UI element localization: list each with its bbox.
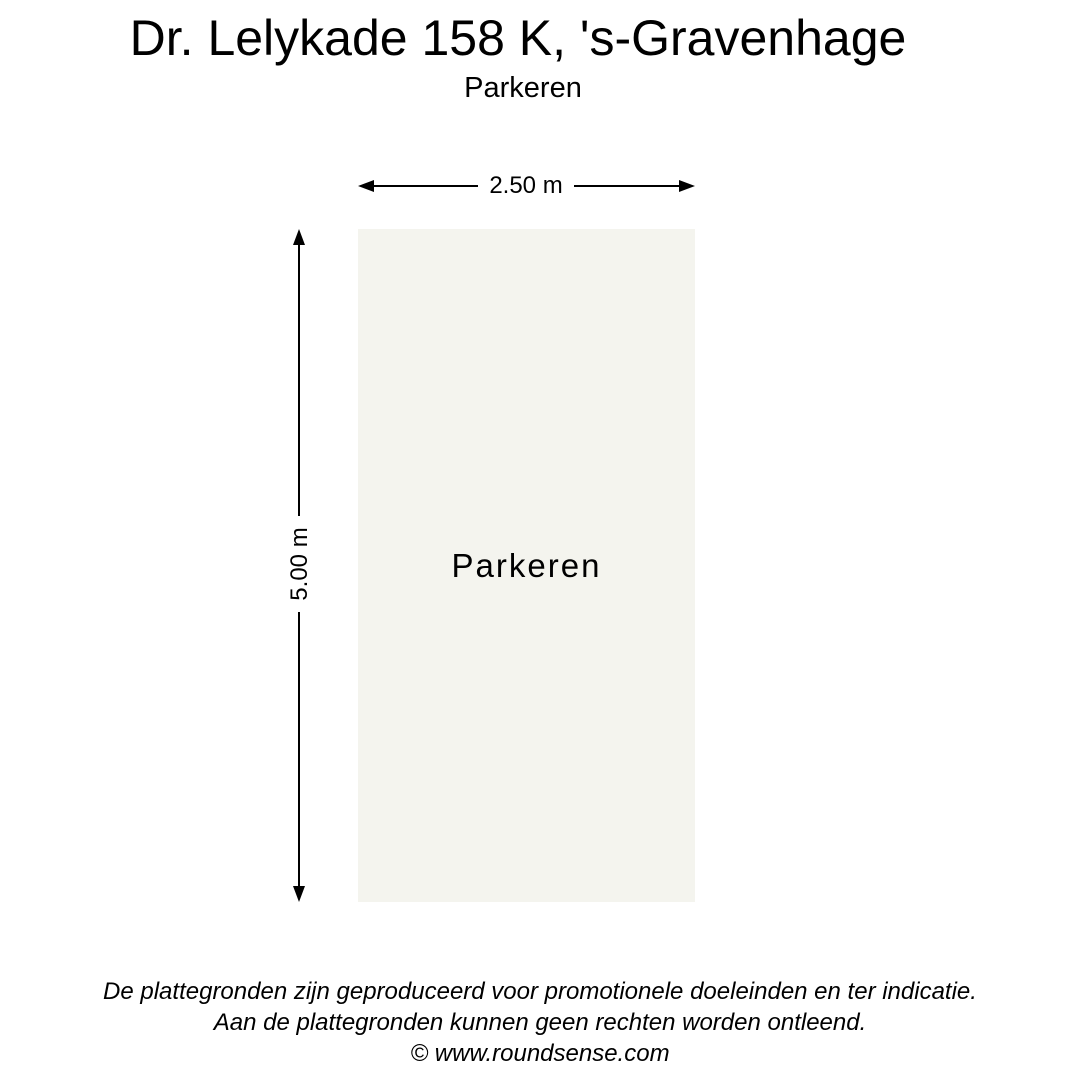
disclaimer-line: De plattegronden zijn geproduceerd voor promotionele doeleinden en ter indicatie. (103, 978, 977, 1005)
disclaimer-line: Aan de plattegronden kunnen geen rechten worden ontleend. (213, 1009, 867, 1036)
arrow-up-icon (293, 229, 305, 245)
copyright-notice: © www.roundsense.com (410, 1040, 670, 1067)
disclaimer (0, 976, 1080, 1069)
arrow-left-icon (358, 180, 374, 192)
page-subtitle: Parkeren (464, 72, 582, 104)
width-dimension-label: 2.50 m (478, 171, 574, 201)
length-dimension-label: 5.00 m (285, 516, 315, 612)
page-title: Dr. Lelykade 158 K, 's-Gravenhage (129, 10, 907, 66)
room-label: Parkeren (451, 547, 602, 584)
arrow-right-icon (679, 180, 695, 192)
arrow-down-icon (293, 886, 305, 902)
